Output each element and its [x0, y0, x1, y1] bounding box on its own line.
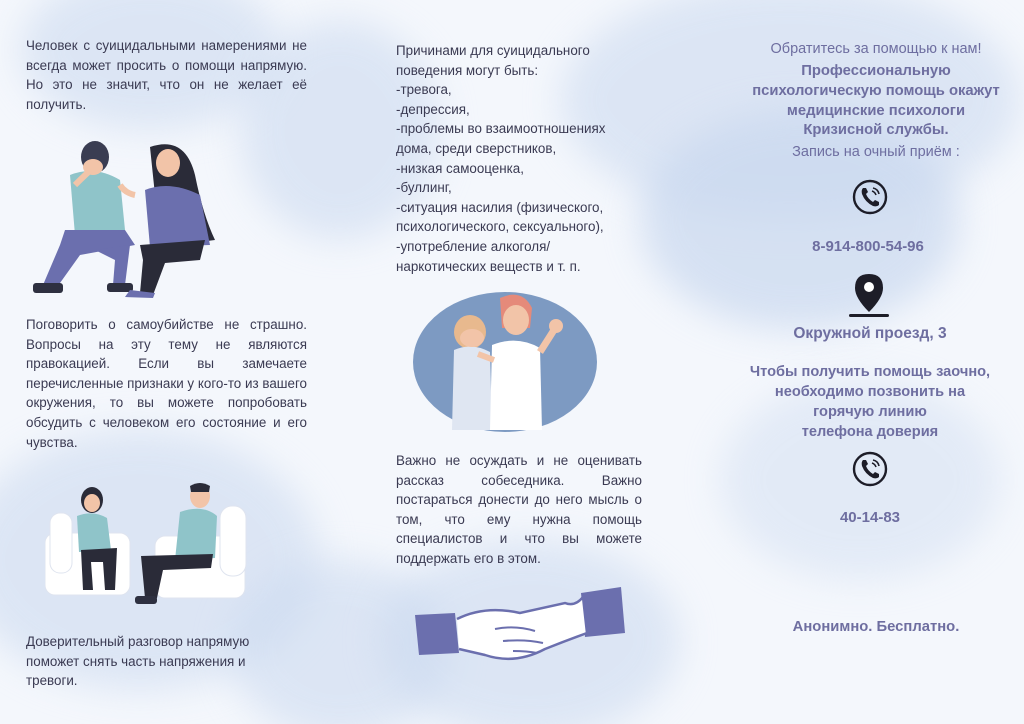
anonymous-free-note: Анонимно. Бесплатно.	[792, 619, 960, 635]
hotline-line: телефона доверия	[801, 424, 939, 440]
left-paragraph-2: Поговорить о самоубийстве не страшно. Вопросы на эту тему не являются правокацией. Если вы замечаете перечисленные признаки у кого-то из вашего окружения, то вы можете попробовать обсудить с человеком его состояние и его чувства.	[26, 317, 307, 450]
right-column	[700, 0, 1024, 724]
reason-item: психологического, сексуального),	[396, 219, 604, 235]
location-pin-icon	[847, 272, 891, 318]
reasons-intro-line-1: Причинами для суицидального	[396, 43, 590, 58]
reason-item: -ситуация насилия (физического,	[396, 199, 604, 215]
left-paragraph-1: Человек с суицидальными намерениями не всегда может просить о помощи напрямую. Но это не значит, что он не желает её получить.	[26, 38, 307, 112]
service-title-line: Кризисной службы.	[803, 122, 949, 139]
reason-item: -низкая самооценка,	[396, 160, 524, 176]
left-column	[0, 0, 330, 724]
reason-item: -употребление алкоголя/	[396, 238, 551, 254]
hotline-phone-number[interactable]: 40-14-83	[839, 509, 901, 526]
service-title-line: психологическую помощь окажут	[752, 82, 1000, 99]
service-title-line: медицинские психологи	[786, 102, 966, 119]
phone-icon	[851, 450, 889, 488]
reasons-intro-line-2: поведения могут быть:	[396, 62, 539, 78]
phone-number-primary[interactable]: 8-914-800-54-96	[812, 238, 924, 255]
appointment-label: Запись на очный приём :	[792, 144, 960, 160]
service-title-line: Профессиональную	[801, 63, 951, 79]
illustration-support-two-women	[412, 290, 598, 435]
reason-item: -тревога,	[396, 82, 452, 98]
reason-item: -депрессия,	[396, 101, 470, 117]
service-title	[700, 62, 1024, 141]
reason-item: -буллинг,	[396, 180, 452, 196]
middle-column	[340, 0, 670, 724]
hotline-info	[700, 362, 1024, 442]
hotline-line: горячую линию	[813, 404, 927, 420]
reason-item: -проблемы во взаимоотношениях	[396, 121, 606, 137]
illustration-comforting-couple	[25, 135, 225, 300]
reason-item: наркотических веществ и т. п.	[396, 258, 581, 274]
illustration-therapy-session	[45, 478, 250, 610]
reasons-block	[396, 41, 646, 276]
hotline-line: Чтобы получить помощь заочно,	[749, 364, 991, 380]
hotline-line: необходимо позвонить на	[774, 384, 966, 400]
illustration-handshake	[415, 585, 625, 670]
left-paragraph-3: Доверительный разговор напрямую поможет снять часть напряжения и тревоги.	[26, 634, 250, 689]
address: Окружной проезд, 3	[793, 325, 947, 342]
middle-paragraph-2: Важно не осуждать и не оценивать рассказ собеседника. Важно постараться донести до него мысль о том, что ему нужна помощь специалистов и что вы можете поддержать его в этом.	[396, 453, 642, 566]
cta-heading: Обратитесь за помощью к нам!	[770, 41, 982, 57]
phone-icon	[851, 178, 889, 216]
reason-item: дома, среди сверстников,	[396, 140, 557, 156]
